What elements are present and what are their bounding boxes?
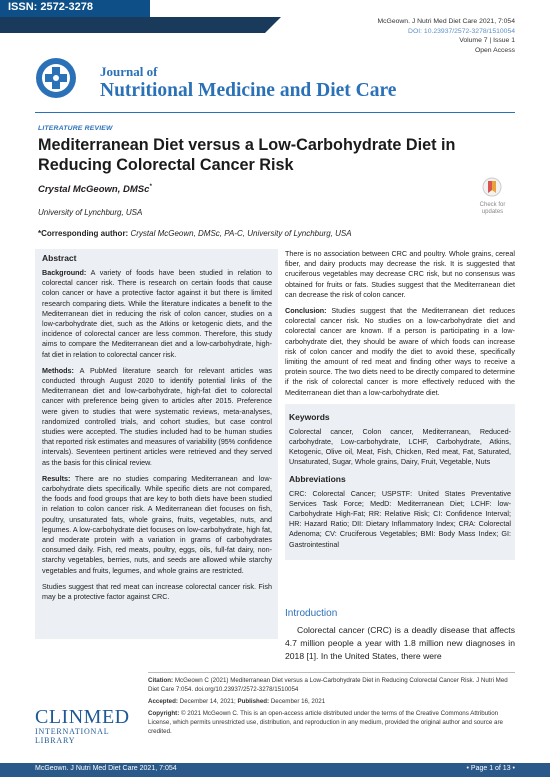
page-number: • Page 1 of 13 •	[466, 765, 515, 772]
intro-text: Colorectal cancer (CRC) is a deadly disease that affects 4.7 million people a year with 1.8 million new diagnoses in 2018 [1]. In the United States, there were	[285, 625, 515, 661]
keywords-text: Colorectal cancer, Colon cancer, Mediterranean, Reduced-carbohydrate, Low-carbohydrate, LCHF, Carbohydrate, Atkins, Ketogenic, Olive oil, Meat, Fish, Chicken, Red meat, Fat, Saturated, Unsaturated, Sugar, Whole grains, Dairy, Fruit, Vegetable, Nuts	[289, 426, 511, 467]
dates-line	[148, 697, 515, 706]
doi-link[interactable]: DOI: 10.23937/2572-3278/1510054	[408, 27, 515, 35]
check-for-updates-button[interactable]	[470, 177, 515, 222]
accepted-date: December 14, 2021;	[179, 698, 236, 705]
published-label: Published:	[237, 698, 270, 705]
abstract-results-right: There is no association between CRC and poultry. Whole grains, cereal fiber, and dairy products may decrease the risk. It is suggested that cruciferous vegetables may decrease CRC risk, but no consensus was obtained for fruits or fats. Studies suggest that the Mediterranean diet can decrease the risk of colon cancer.	[285, 249, 515, 299]
volume-issue: Volume 7 | Issue 1	[459, 37, 515, 45]
keywords-panel	[285, 404, 515, 560]
header-band	[0, 17, 265, 33]
abstract-background	[42, 268, 272, 360]
published-date: December 16, 2021	[270, 698, 326, 705]
abstract-left-column	[42, 253, 272, 608]
bookmark-icon	[482, 177, 502, 199]
author-mark: *	[149, 184, 152, 190]
copyright-line	[148, 709, 515, 736]
abstract-conclusion	[285, 306, 515, 398]
corr-label: *Corresponding author:	[38, 229, 129, 238]
article-meta	[377, 17, 515, 55]
publisher-logo[interactable]	[35, 706, 135, 745]
background-label: Background:	[42, 268, 87, 277]
conclusion-text: Studies suggest that the Mediterranean diet reduces colorectal cancer risk. No studies on a low-carbohydrate diet and colorectal cancer are known. If a person is participating in a low-carbohydrate diet, they should be aware of which foods can increase risk of colon cancer and modify the diet to avoid these, specifically limiting the amount of red meat and finding other ways to receive a protein source. The two diets need to be directly compared to determine if the risk of colorectal cancer is more effectively reduced with the Mediterranean diet than a low-carbohydrate diet.	[285, 306, 515, 397]
intro-heading: Introduction	[285, 608, 338, 619]
methods-label: Methods:	[42, 365, 74, 375]
author-text: Crystal McGeown, DMSc	[38, 184, 150, 196]
abstract-results-cont: Studies suggest that red meat can increase colorectal cancer risk. Fish may be a protective factor against CRC.	[42, 581, 272, 602]
abstract-methods	[42, 366, 272, 468]
check-updates-text: Check for updates	[479, 202, 506, 215]
citation-label: Citation:	[148, 677, 174, 684]
conclusion-label: Conclusion:	[285, 306, 327, 316]
issn-banner	[0, 0, 150, 17]
page-footer	[0, 763, 550, 777]
journal-title-line2: Nutritional Medicine and Diet Care	[100, 80, 397, 101]
journal-title-line1: Journal of	[100, 64, 158, 79]
background-text: A variety of foods have been studied in relation to colorectal cancer risk. There is research on certain foods that cause colon cancer or have a protective factor against it but there is limited research comparing diets. While the literature indicates a benefit to the Mediterranean diet in reducing the risk of colon cancer, studies on a low-carbohydrate diet, such as the Atkins or ketogenic diets, and the incidence of colorectal cancer are less common. Therefore, this study aims to compare the Mediterranean diet and a low-carbohydrate, high-fat diet in relation to colorectal cancer risk.	[42, 268, 272, 359]
abstract-results	[42, 474, 272, 576]
citation-block	[148, 676, 515, 736]
copyright-text: © 2021 McGeown C. This is an open-access article distributed under the terms of the Creative Commons Attribution License, which permits unrestricted use, distribution, and reproduction in any medium, provided the original author and source are credited.	[148, 710, 503, 735]
abstract-heading: Abstract	[42, 253, 77, 263]
footer-left: McGeown. J Nutri Med Diet Care 2021, 7:054	[35, 765, 177, 772]
abbreviations-text: CRC: Colorectal Cancer; USPSTF: United States Preventative Services Task Force; MedD: Mediterranean Diet; LCHF: low-Carbohydrate High-Fat; RR: Relative Risk; CI: Confidence Interval; HR: Hazard Ratio; DII: Dietary Inflammatory Index; CRA: Colorectal Adenoma; CV: Cruciferous Vegetables; BMI: Body Mass Index; GI: Gastrointestinal	[289, 488, 511, 549]
results-label: Results:	[42, 473, 71, 483]
publisher-line1: CLINMED	[35, 706, 130, 728]
accepted-label: Accepted:	[148, 698, 178, 705]
abbreviations-heading: Abbreviations	[289, 473, 346, 484]
issn-text: ISSN: 2572-3278	[8, 1, 93, 13]
open-access-label: Open Access	[474, 46, 515, 54]
section-label: LITERATURE REVIEW	[38, 125, 113, 132]
citation-divider	[148, 672, 515, 673]
corresponding-author	[38, 229, 352, 238]
citation-text: McGeown C (2021) Mediterranean Diet versus a Low-Carbohydrate Diet in Reducing Colorectal Cancer Risk. J Nutri Med Diet Care 7:054. doi.org/10.23937/2572-3278/1510054	[148, 677, 508, 693]
keywords-heading: Keywords	[289, 411, 330, 422]
author-name	[38, 184, 152, 195]
header-divider	[35, 112, 515, 113]
corr-text: Crystal McGeown, DMSc, PA-C, University of Lynchburg, USA	[130, 229, 352, 238]
copyright-label: Copyright:	[148, 710, 180, 717]
publisher-line2: INTERNATIONAL LIBRARY	[35, 727, 110, 745]
affiliation: University of Lynchburg, USA	[38, 208, 143, 217]
journal-logo-icon	[35, 57, 77, 99]
results-text: There are no studies comparing Mediterranean and low-carbohydrate diets specifically. While specific diets are not compared, the foods and food groups that are key to both diets have been studied in relation to colon cancer risk. A Mediterranean diet focuses on fish, poultry, unsaturated fats, whole grains, fruits, vegetables, nuts, and legumes. A low-carbohydrate diet focuses on low-carbohydrate, high fat, and moderate protein with a variation in grams of carbohydrates consumed daily. Fish, red meats, poultry, eggs, oils, full-fat dairy, non-starchy vegetables, berries, nuts, and seeds are allowed while starchy vegetables and fruits, legumes, and whole grains are restricted.	[42, 473, 272, 575]
article-title: Mediterranean Diet versus a Low-Carbohydrate Diet in Reducing Colorectal Cancer Risk	[38, 136, 456, 174]
citation-line	[148, 676, 515, 694]
abstract-right-column	[285, 249, 515, 560]
methods-text: A PubMed literature search for relevant articles was conducted through August 2020 to identify potential links of the Mediterranean diet and low-carbohydrate, high-fat diet to colorectal cancer with preference being given to articles after 2015. Preference were given to studies that were systematic reviews, meta-analyses, randomized controlled trials, and cohort studies, but case control studies were accepted. The studies included had to be human studies that reported risk estimates and measures of variability (95% confidence intervals). Seventeen pertinent articles were retrieved and they served as the basis for this clinical review.	[42, 365, 272, 467]
citation-short: McGeown. J Nutri Med Diet Care 2021, 7:054	[377, 18, 515, 25]
